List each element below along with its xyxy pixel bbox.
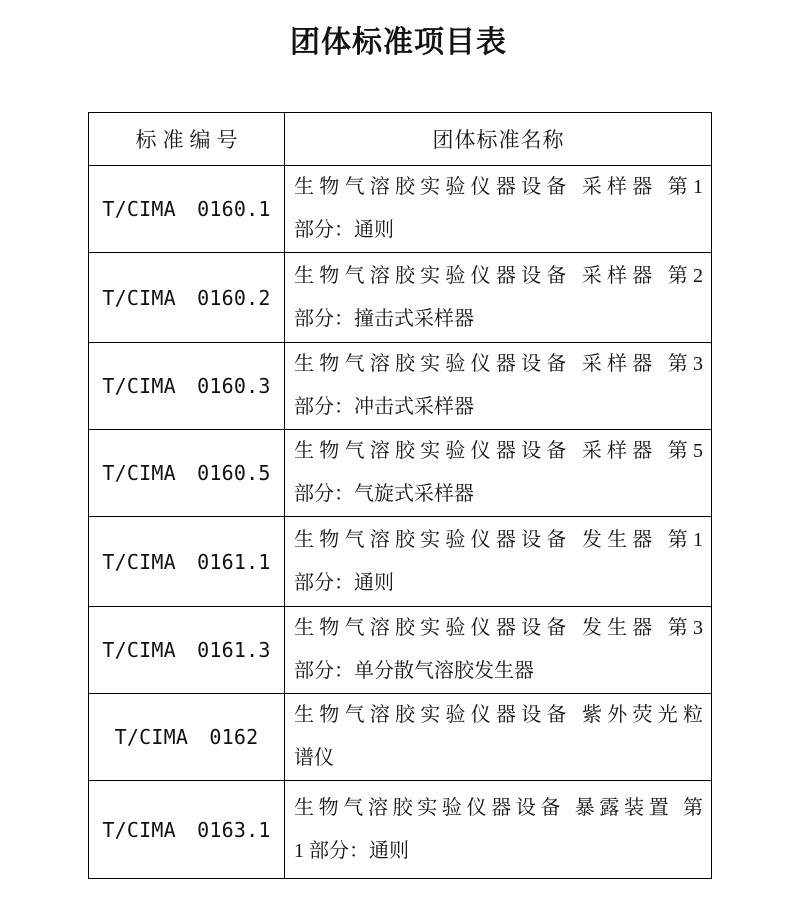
standard-name-line1: 生物气溶胶实验仪器设备 采样器 第5 xyxy=(294,440,703,462)
standard-code-cell: T/CIMA 0161.1 xyxy=(89,517,285,607)
standard-name-cell xyxy=(285,166,712,253)
column-header-standard-code: 标准编号 xyxy=(89,113,285,166)
standards-table xyxy=(88,112,712,879)
table-row xyxy=(89,166,712,253)
standard-name-line1: 生物气溶胶实验仪器设备 暴露装置 第 xyxy=(294,796,703,819)
table-header-row xyxy=(89,113,712,166)
standard-name-line1: 生物气溶胶实验仪器设备 采样器 第1 xyxy=(294,176,703,198)
standard-name-cell xyxy=(285,781,712,879)
standard-code-cell: T/CIMA 0162 xyxy=(89,694,285,781)
table-row xyxy=(89,607,712,694)
standard-name-cell xyxy=(285,343,712,430)
standard-name-cell xyxy=(285,430,712,517)
standard-name-line1: 生物气溶胶实验仪器设备 采样器 第2 xyxy=(294,264,703,287)
standard-name-cell xyxy=(285,607,712,694)
standard-name-cell xyxy=(285,517,712,607)
table-row xyxy=(89,517,712,607)
standard-name-line2: 1 部分：通则 xyxy=(294,839,409,862)
standard-name-line2: 部分：单分散气溶胶发生器 xyxy=(294,660,534,682)
standard-name-line2: 部分：气旋式采样器 xyxy=(294,483,474,505)
standard-name-line2: 部分：冲击式采样器 xyxy=(294,396,474,418)
standard-name-line2: 部分：撞击式采样器 xyxy=(294,307,474,330)
standard-code-cell: T/CIMA 0160.3 xyxy=(89,343,285,430)
standard-name-line2: 部分：通则 xyxy=(294,219,394,241)
standard-name-cell xyxy=(285,694,712,781)
standard-code-cell: T/CIMA 0160.2 xyxy=(89,253,285,343)
standard-code-cell: T/CIMA 0161.3 xyxy=(89,607,285,694)
column-header-standard-name: 团体标准名称 xyxy=(285,113,712,166)
table-row xyxy=(89,430,712,517)
standard-name-line1: 生物气溶胶实验仪器设备 发生器 第1 xyxy=(294,528,703,551)
page-title: 团体标准项目表 xyxy=(290,26,507,59)
standard-code-cell: T/CIMA 0163.1 xyxy=(89,781,285,879)
standard-name-line2: 部分：通则 xyxy=(294,571,394,594)
standard-code-cell: T/CIMA 0160.5 xyxy=(89,430,285,517)
table-row xyxy=(89,253,712,343)
standard-name-cell xyxy=(285,253,712,343)
standard-name-line1: 生物气溶胶实验仪器设备 紫外荧光粒 xyxy=(294,704,703,726)
standard-code-cell: T/CIMA 0160.1 xyxy=(89,166,285,253)
table-row xyxy=(89,694,712,781)
standard-name-line1: 生物气溶胶实验仪器设备 采样器 第3 xyxy=(294,353,703,375)
table-row xyxy=(89,343,712,430)
standard-name-line2: 谱仪 xyxy=(294,747,334,769)
table-row xyxy=(89,781,712,879)
standard-name-line1: 生物气溶胶实验仪器设备 发生器 第3 xyxy=(294,617,703,639)
